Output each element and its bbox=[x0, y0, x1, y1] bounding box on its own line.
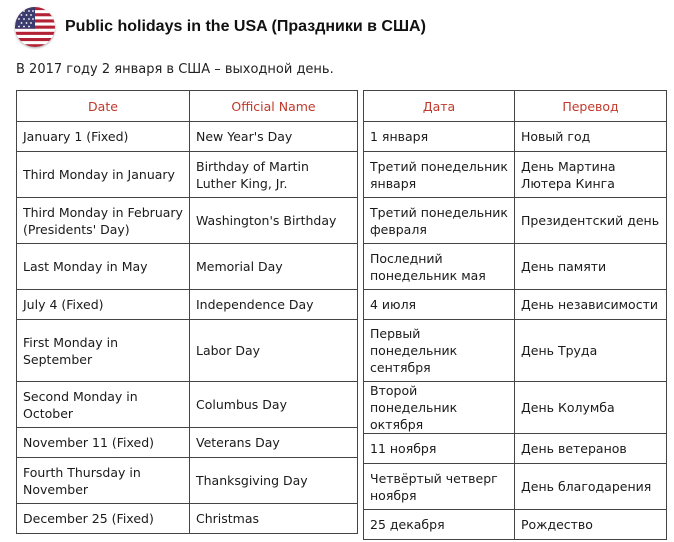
table-row bbox=[17, 290, 358, 320]
translation-cell: День памяти bbox=[515, 244, 667, 290]
official-name-cell: Veterans Day bbox=[190, 428, 358, 458]
date-cell: Last Monday in May bbox=[17, 244, 190, 290]
date-ru-cell: 4 июля bbox=[364, 290, 515, 320]
table-row bbox=[364, 152, 667, 198]
holidays-table-russian bbox=[363, 90, 667, 540]
table-row bbox=[17, 382, 358, 428]
date-ru-cell: 11 ноября bbox=[364, 434, 515, 464]
table-row bbox=[364, 320, 667, 382]
official-name-cell: Labor Day bbox=[190, 320, 358, 382]
table-row bbox=[17, 320, 358, 382]
translation-cell: День независимости bbox=[515, 290, 667, 320]
date-cell: December 25 (Fixed) bbox=[17, 504, 190, 534]
date-cell: Second Monday in October bbox=[17, 382, 190, 428]
us-flag-icon bbox=[15, 7, 55, 47]
official-name-cell: Memorial Day bbox=[190, 244, 358, 290]
translation-cell: День Труда bbox=[515, 320, 667, 382]
table-row bbox=[17, 504, 358, 534]
table-row bbox=[364, 290, 667, 320]
date-cell: Fourth Thursday in November bbox=[17, 458, 190, 504]
table-row bbox=[364, 122, 667, 152]
holidays-table-english bbox=[16, 90, 358, 534]
translation-cell: День ветеранов bbox=[515, 434, 667, 464]
table-row bbox=[17, 428, 358, 458]
table-row bbox=[17, 458, 358, 504]
official-name-cell: Independence Day bbox=[190, 290, 358, 320]
table-row bbox=[17, 198, 358, 244]
date-cell: January 1 (Fixed) bbox=[17, 122, 190, 152]
page-title: Public holidays in the USA (Праздники в США) bbox=[65, 18, 426, 35]
official-name-cell: Birthday of Martin Luther King, Jr. bbox=[190, 152, 358, 198]
date-ru-cell: Четвёртый четверг ноября bbox=[364, 464, 515, 510]
table-row bbox=[17, 122, 358, 152]
date-cell: Third Monday in January bbox=[17, 152, 190, 198]
date-cell: July 4 (Fixed) bbox=[17, 290, 190, 320]
column-header-date: Date bbox=[17, 91, 190, 122]
column-header-translation-ru: Перевод bbox=[515, 91, 667, 122]
translation-cell: День благодарения bbox=[515, 464, 667, 510]
table-row bbox=[364, 244, 667, 290]
official-name-cell: Thanksgiving Day bbox=[190, 458, 358, 504]
date-ru-cell: Второй понедельник октября bbox=[364, 382, 515, 434]
date-cell: November 11 (Fixed) bbox=[17, 428, 190, 458]
translation-cell: Рождество bbox=[515, 510, 667, 540]
table-row bbox=[364, 198, 667, 244]
official-name-cell: Washington's Birthday bbox=[190, 198, 358, 244]
translation-cell: Президентский день bbox=[515, 198, 667, 244]
translation-cell: День Мартина Лютера Кинга bbox=[515, 152, 667, 198]
column-header-official-name: Official Name bbox=[190, 91, 358, 122]
table-row bbox=[364, 464, 667, 510]
table-row bbox=[364, 510, 667, 540]
date-ru-cell: 25 декабря bbox=[364, 510, 515, 540]
date-cell: Third Monday in February (Presidents' Day) bbox=[17, 198, 190, 244]
column-header-data-ru: Дата bbox=[364, 91, 515, 122]
table-row bbox=[17, 152, 358, 198]
official-name-cell: Columbus Day bbox=[190, 382, 358, 428]
translation-cell: Новый год bbox=[515, 122, 667, 152]
date-ru-cell: Первый понедельник сентября bbox=[364, 320, 515, 382]
date-ru-cell: Третий понедельник января bbox=[364, 152, 515, 198]
table-row bbox=[17, 244, 358, 290]
table-row bbox=[364, 434, 667, 464]
date-ru-cell: 1 января bbox=[364, 122, 515, 152]
date-ru-cell: Третий понедельник февраля bbox=[364, 198, 515, 244]
translation-cell: День Колумба bbox=[515, 382, 667, 434]
date-cell: First Monday in September bbox=[17, 320, 190, 382]
intro-text: В 2017 году 2 января в США – выходной день. bbox=[16, 62, 334, 77]
official-name-cell: New Year's Day bbox=[190, 122, 358, 152]
table-row bbox=[364, 382, 667, 434]
official-name-cell: Christmas bbox=[190, 504, 358, 534]
page-header bbox=[15, 7, 426, 47]
date-ru-cell: Последний понедельник мая bbox=[364, 244, 515, 290]
